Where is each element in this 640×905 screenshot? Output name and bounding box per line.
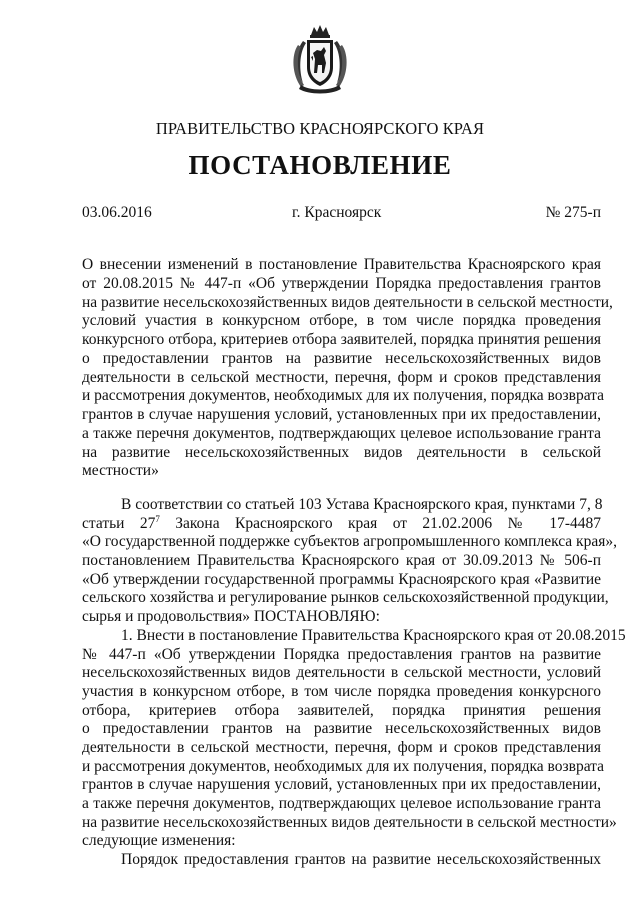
body-line: сырья и продовольствия» ПОСТАНОВЛЯЮ: xyxy=(82,608,380,626)
item-line: о предоставлении грантов на развитие несельскохозяйственных видов xyxy=(82,720,601,738)
item-line: а также перечня документов, подтверждающих целевое использование гранта xyxy=(82,795,601,812)
subject-line: деятельности в сельской местности, перечня, форм и сроков представления xyxy=(82,368,601,386)
item-line: грантов в случае нарушения условий, установленных при их предоставлении, xyxy=(82,776,601,794)
document-subject xyxy=(82,256,613,481)
subject-line: от 20.08.2015 № 447-п «Об утверждении Порядка предоставления грантов xyxy=(82,274,601,292)
item-line: следующие изменения: xyxy=(82,832,236,850)
body-line: сельского хозяйства и регулирование рынков сельскохозяйственной продукции, xyxy=(82,589,609,607)
item-line: № 447-п «Об утверждении Порядка предоставления грантов на развитие xyxy=(82,645,601,663)
subject-line: а также перечня документов, подтверждающих целевое использование гранта xyxy=(82,424,601,442)
superscript: 7 xyxy=(155,513,160,524)
body-line xyxy=(82,515,601,534)
document-date: 03.06.2016 xyxy=(82,204,152,221)
body-line: постановлением Правительства Красноярского края от 30.09.2013 № 506-п xyxy=(82,552,601,570)
item-line: отбора, критериев отбора заявителей, порядка принятия решения xyxy=(82,701,601,719)
subject-line: на развитие несельскохозяйственных видов деятельности в сельской xyxy=(82,443,601,461)
body-line: «Об утверждении государственной программы Красноярского края «Развитие xyxy=(82,570,601,588)
body-line: В соответствии со статьей 103 Устава Красноярского края, пунктами 7, 8 xyxy=(121,496,603,513)
item-line: несельскохозяйственных видов деятельности в сельской местности, условий xyxy=(82,664,601,682)
item-line: на развитие несельскохозяйственных видов деятельности в сельской местности» xyxy=(82,813,617,831)
item-line: 1. Внести в постановление Правительства Красноярского края от 20.08.2015 xyxy=(121,626,626,644)
subject-line: местности» xyxy=(82,462,159,480)
document-type-title: ПОСТАНОВЛЕНИЕ xyxy=(188,150,452,180)
document-meta xyxy=(82,204,601,224)
body-text: Закона Красноярского края от 21.02.2006 № 17-4487 xyxy=(159,514,601,532)
subject-line: и рассмотрения документов, необходимых для их получения, порядка возврата xyxy=(82,387,605,405)
coat-of-arms-icon xyxy=(289,23,351,97)
body-line: «О государственной поддержке субъектов агропромышленного комплекса края», xyxy=(82,533,617,551)
document-city: г. Красноярск xyxy=(292,204,382,221)
item-line: деятельности в сельской местности, перечня, форм и сроков представления xyxy=(82,738,601,756)
body-text: статьи 27 xyxy=(82,514,156,532)
body-line: Порядок предоставления грантов на развитие несельскохозяйственных xyxy=(121,851,601,869)
item-line: и рассмотрения документов, необходимых для их получения, порядка возврата xyxy=(82,757,605,775)
subject-line: на развитие несельскохозяйственных видов деятельности в сельской местности, xyxy=(82,293,613,311)
subject-line: конкурсного отбора, критериев отбора заявителей, порядка принятия решения xyxy=(82,331,601,348)
document-body xyxy=(82,496,626,870)
subject-line: о предоставлении грантов на развитие несельскохозяйственных видов xyxy=(82,349,601,367)
document-number: № 275-п xyxy=(545,204,601,221)
subject-line: О внесении изменений в постановление Правительства Красноярского края xyxy=(82,256,601,273)
government-name: ПРАВИТЕЛЬСТВО КРАСНОЯРСКОГО КРАЯ xyxy=(155,119,485,138)
subject-line: грантов в случае нарушения условий, установленных при их предоставлении, xyxy=(82,406,601,423)
subject-line: условий участия в конкурсном отборе, в том числе порядка проведения xyxy=(82,312,601,330)
item-line: участия в конкурсном отборе, в том числе порядка проведения конкурсного xyxy=(82,682,601,700)
